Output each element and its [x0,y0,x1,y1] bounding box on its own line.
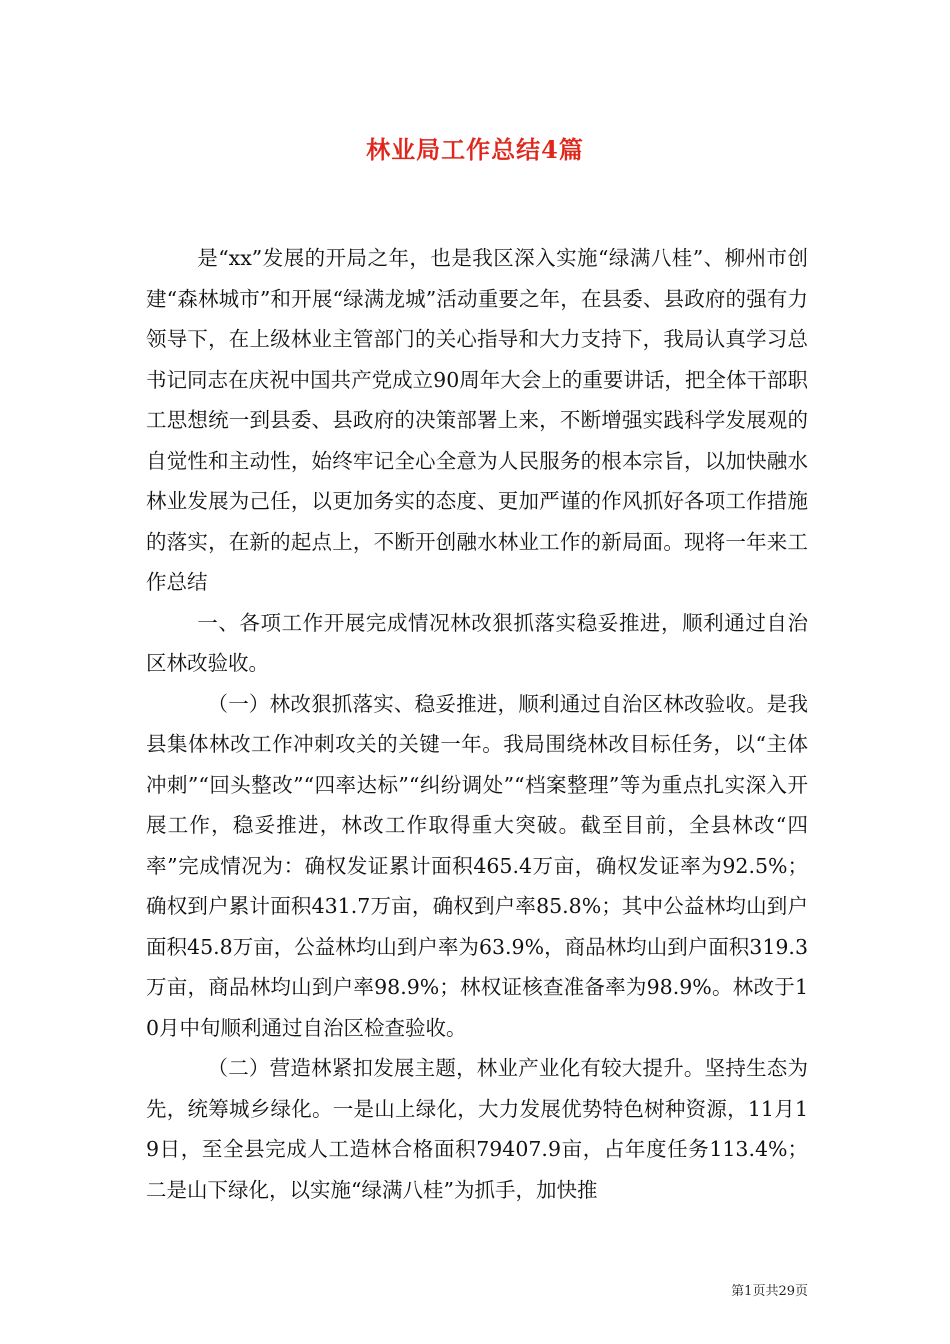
page-number: 第1页共29页 [731,1284,808,1299]
intro-paragraph: 是“xx”发展的开局之年，也是我区深入实施“绿满八桂”、柳州市创建“森林城市”和开展“绿满龙城”活动重要之年，在县委、县政府的强有力领导下，在上级林业主管部门的关心指导和大力支持下，我局认真学习总书记同志在庆祝中国共产党成立90周年大会上的重要讲话，把全体干部职工思想统一到县委、县政府的决策部署上来，不断增强实践科学发展观的自觉性和主动性，始终牢记全心全意为人民服务的根本宗旨，以加快融水林业发展为己任，以更加务实的态度、更加严谨的作风抓好各项工作措施的落实，在新的起点上，不断开创融水林业工作的新局面。现将一年来工作总结 [146,246,808,594]
forest-reform-paragraph: （一）林改狠抓落实、稳妥推进，顺利通过自治区林改验收。是我县集体林改工作冲刺攻关的关键一年。我局围绕林改目标任务，以“主体冲刺”“回头整改”“四率达标”“纠纷调处”“档案整理”等为重点扎实深入开展工作，稳妥推进，林改工作取得重大突破。截至目前，全县林改“四率”完成情况为：确权发证累计面积465.4万亩，确权发证率为92.5%；确权到户累计面积431.7万亩，确权到户率85.8%；其中公益林均山到户面积45.8万亩，公益林均山到户率为63.9%，商品林均山到户面积319.3万亩，商品林均山到户率98.9%；林权证核查准备率为98.9%。林改于10月中旬顺利通过自治区检查验收。 [146,691,808,1040]
section-heading-paragraph: 一、各项工作开展完成情况林改狠抓落实稳妥推进，顺利通过自治区林改验收。 [146,610,808,675]
document-body [146,238,808,1210]
afforestation-paragraph: （二）营造林紧扣发展主题，林业产业化有较大提升。坚持生态为先，统筹城乡绿化。一是山上绿化，大力发展优势特色树种资源，11月19日，至全县完成人工造林合格面积79407.9亩，占年度任务113.4%；二是山下绿化，以实施“绿满八桂”为抓手，加快推 [146,1056,808,1202]
document-title: 林业局工作总结4篇 [366,135,584,164]
